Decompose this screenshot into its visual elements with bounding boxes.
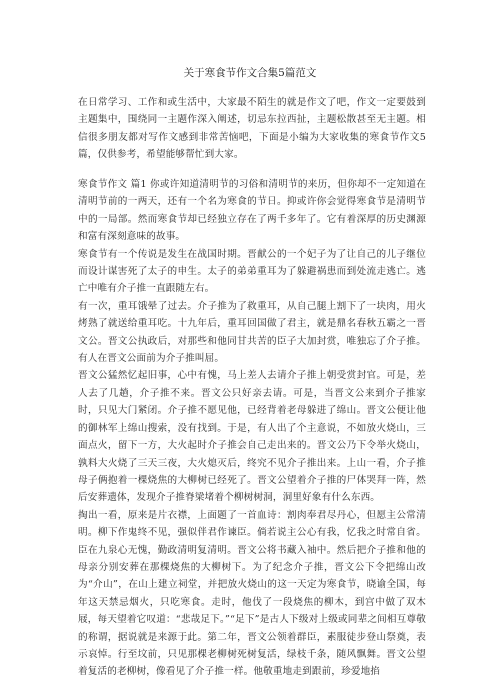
essay-paragraph: 掏出一看，原来是片衣襟，上面题了一首血诗：割肉奉君尽丹心，但愿主公常清明。柳下作鬼终不见，强似伴君作谏臣。倘若说主公心有我，忆我之时常自省。臣在九泉心无愧，勤政清明复清明。晋文公将书藏入袖中。然后把介子推和他的母亲分别安葬在那棵烧焦的大柳树下。为了纪念介子推，晋文公下令把绵山改为“介山”，在山上建立祠堂，并把放火烧山的这一天定为寒食节，晓谕全国，每年这天禁忌烟火，只吃寒食。走时，他伐了一段烧焦的柳木，到宫中做了双木屐，每天望着它叹道：“悲哉足下。”“足下”是古人下级对上级或同辈之间相互尊敬的称谓，据说就是来源于此。第二年，晋文公领着群臣，素服徒步登山祭奠，表示哀悼。行至坟前，只见那棵老柳树死树复活，绿枝千条，随风飘舞。晋文公望着复活的老柳树，像看见了介子推一样。他敬重地走到跟前，珍爱地掐 [78,509,426,678]
essay-paragraph: 寒食节有一个传说是发生在战国时期。晋献公的一个妃子为了让自己的儿子继位而设计谋害死了太子的申生。太子的弟弟重耳为了躲避祸患而到处流走逃亡。逃亡中唯有介子推一直跟随左右。 [78,248,426,295]
intro-paragraph: 在日常学习、工作和或生活中，大家最不陌生的就是作文了吧，作文一定要鼓到主题集中，围绕同一主题作深入阐述，切忌东拉西扯，主题松散甚至无主题。相信很多朋友都对写作文感到非常苦恼吧，下面是小编为大家收集的寒食节作文5篇，仅供参考，希望能够帮忙到大家。 [78,97,426,161]
essay-body [78,176,426,681]
essay-paragraph: 晋文公猛然忆起旧事，心中有愧，马上差人去请介子推上朝受赏封官。可是，差人去了几趟，介子推不来。晋文公只好亲去请。可是，当晋文公来到介子推家时，只见大门紧闭。介子推不愿见他，已经背着老母躲进了绵山。晋文公便让他的御林军上绵山搜索，没有找到。于是，有人出了个主意说，不如放火烧山，三面点火，留下一方，大火起时介子推会自己走出来的。晋文公乃下令举火烧山，孰料大火烧了三天三夜，大火熄灭后，终究不见介子推出来。上山一看，介子推母子俩抱着一棵烧焦的大柳树已经死了。晋文公望着介子推的尸体哭拜一阵，然后安葬遗体，发现介子推脊梁堵着个柳树树洞，洞里好象有什么东西。 [78,370,426,504]
essay-paragraph: 有一次，重耳饿晕了过去。介子推为了救重耳，从自己腿上割下了一块肉，用火烤熟了就送给重耳吃。十九年后，重耳回国做了君主，就是鼎名春秋五霸之一晋文公。晋文公执政后，对那些和他同甘共苦的臣子大加封赏，唯独忘了介子推。有人在晋文公面前为介子推叫屈。 [78,300,426,365]
intro-section [78,94,426,164]
document-title: 关于寒食节作文合集5篇范文 [183,67,317,79]
essay-paragraph: 寒食节作文 篇1 你或许知道清明节的习俗和清明节的来历，但你却不一定知道在清明节前的一两天，还有一个名为寒食的节日。抑或许你会觉得寒食节是清明节中的一局部。然而寒食节却已经独立存在了两千多年了。它有着深厚的历史渊源和富有深刻意味的故事。 [78,179,426,243]
